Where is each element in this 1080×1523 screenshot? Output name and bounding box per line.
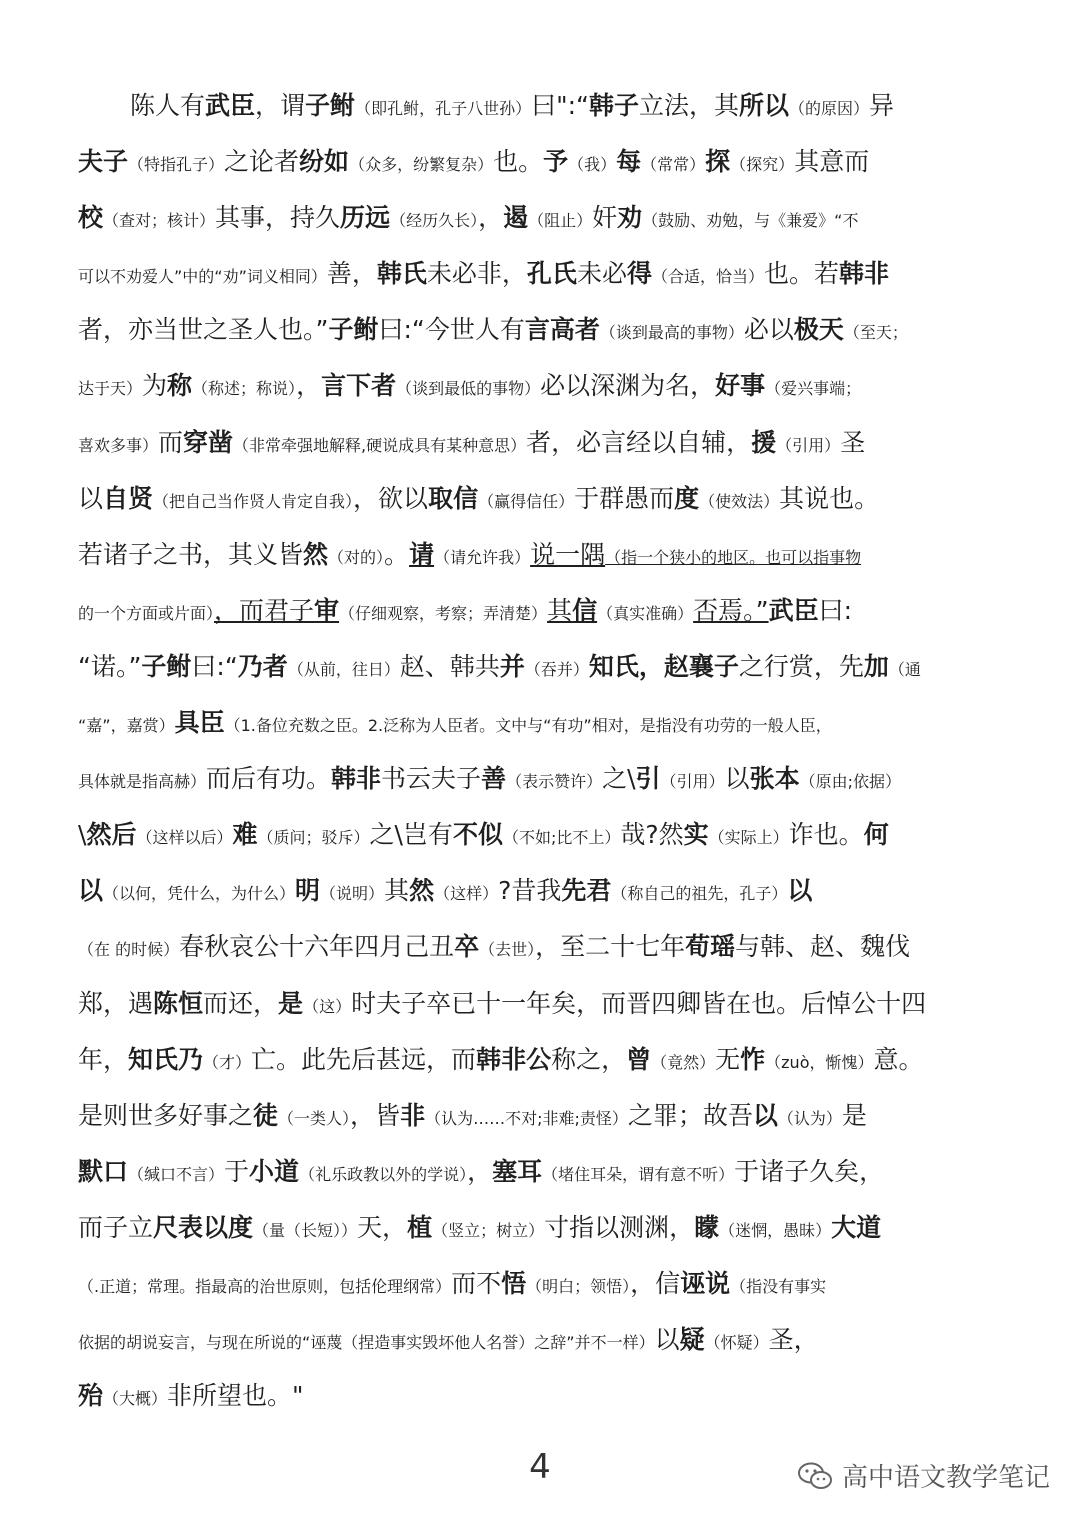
text-run: 若诸子之书，其义皆: [78, 539, 304, 569]
key-term: 然后: [86, 820, 137, 850]
annotation-note: （众多，纷繁复杂）: [349, 155, 494, 175]
annotation-note: （实际上）: [708, 828, 789, 848]
text-line: [78, 471, 1002, 527]
key-term: 塞耳: [492, 1156, 543, 1186]
key-term: 度: [674, 483, 700, 513]
annotation-note: （不如;比不上）: [502, 828, 621, 848]
text-run: 书云夫子: [381, 764, 482, 794]
text-run: 说一隅: [530, 539, 606, 569]
key-term: 审: [314, 595, 340, 625]
key-term: 自贤: [103, 483, 154, 513]
key-term: 称: [167, 371, 193, 401]
key-term: 韩氏: [376, 259, 427, 289]
key-term: 以: [78, 876, 104, 906]
annotation-note: （使效法）: [699, 491, 780, 511]
text-run: 诈也。: [788, 820, 864, 850]
key-term: 悟: [501, 1268, 527, 1298]
text-line: [78, 751, 1002, 807]
key-term: 所以: [738, 91, 789, 120]
key-term: 默口: [78, 1156, 129, 1186]
annotation-note: （特指孔子）: [128, 155, 225, 175]
annotation-note: （在 的时候）: [78, 940, 180, 960]
text-run: 奸: [592, 203, 618, 233]
text-line: [78, 1256, 1002, 1312]
text-line: [78, 1312, 1002, 1368]
key-term: 实: [683, 820, 709, 850]
text-line: [78, 527, 1002, 583]
annotation-note: 喜欢多事）: [78, 435, 159, 455]
annotation-note: （认为）: [777, 1108, 842, 1128]
text-line: [78, 863, 1002, 919]
annotation-note: （竟然）: [651, 1052, 716, 1072]
key-term: 子鲋: [328, 315, 379, 345]
text-run: ，: [467, 1156, 493, 1186]
text-run: 之罪；故吾: [627, 1100, 753, 1130]
key-term: 得: [626, 259, 652, 289]
key-term: 每: [616, 147, 642, 177]
key-term: 乃者: [237, 651, 288, 681]
text-run: 曰":“: [531, 91, 589, 120]
text-line: [78, 134, 1002, 190]
annotation-note: （竖立；树立）: [432, 1220, 545, 1240]
page-number: 4: [529, 1447, 551, 1487]
annotation-note: （礼乐政教以外的学说）: [299, 1164, 468, 1184]
key-term: 具臣: [174, 708, 225, 738]
key-term: 荀瑶: [685, 932, 736, 962]
text-run: 异: [869, 91, 895, 120]
text-run: 善，: [326, 259, 377, 289]
text-run: 曰:: [818, 595, 853, 625]
annotation-note: （常常）: [641, 155, 706, 175]
key-term: 极天: [793, 315, 844, 345]
annotation-note: （质问；驳斥）: [257, 828, 370, 848]
key-term: 然: [409, 876, 435, 906]
wechat-icon: [796, 1461, 834, 1491]
text-run: ，皆: [350, 1100, 401, 1130]
text-run: 而还，: [203, 988, 279, 1018]
key-term: 难: [232, 820, 258, 850]
text-run: 亡。此先后甚远，而: [251, 1044, 477, 1074]
text-line: [78, 1088, 1002, 1144]
text-run: 郑，遇: [78, 988, 154, 1018]
text-run: 而后有功。: [206, 764, 332, 794]
text-run: 于群愚而: [574, 483, 675, 513]
text-run: 曰:“: [191, 651, 238, 681]
text-run: 以: [724, 764, 750, 794]
text-run: ，: [478, 203, 504, 233]
text-run: 于诸子久矣，: [734, 1156, 885, 1186]
annotation-note: （合适，恰当）: [651, 267, 764, 287]
text-run: 其说也。: [779, 483, 880, 513]
key-term: 善: [481, 764, 507, 794]
text-run: 意。: [873, 1044, 924, 1074]
text-run: 春秋哀公十六年四月己丑: [179, 932, 455, 962]
annotation-note: （表示赞许）: [506, 772, 603, 792]
key-term: 张本: [749, 764, 800, 794]
key-term: 校: [78, 203, 104, 233]
key-term: 探: [705, 147, 731, 177]
key-term: 信: [572, 595, 598, 625]
key-term: 不似: [452, 820, 503, 850]
annotation-note: （缄口不言）: [128, 1164, 225, 1184]
text-run: \: [78, 820, 87, 850]
text-run: 者，必言经以自辅，: [526, 427, 752, 457]
text-run: ，而君子: [214, 595, 315, 625]
annotation-note: （即孔鲋，孔子八世孙）: [355, 99, 532, 118]
text-line: [78, 583, 1002, 639]
text-run: 是则世多好事之: [78, 1100, 254, 1130]
text-line: [78, 639, 1002, 695]
text-run: 寸指以测渊，: [544, 1212, 695, 1242]
annotation-note: （仔细观察，考察；弄清楚）: [339, 603, 548, 623]
text-line: [78, 302, 1002, 358]
annotation-note: （这）: [303, 996, 352, 1016]
key-term: 好事: [715, 371, 766, 401]
key-term: 夫子: [78, 147, 129, 177]
annotation-note: （迷惘，愚昧）: [719, 1220, 832, 1240]
text-run: “诺。”: [78, 651, 142, 681]
annotation-note: （把自己当作贤人肯定自我）: [153, 491, 354, 511]
annotation-note: （谈到最高的事物）: [599, 323, 744, 343]
annotation-note: （指一个狭小的地区。也可以指事物: [605, 547, 862, 567]
key-term: 穿凿: [183, 427, 234, 457]
key-term: 韩子: [588, 91, 639, 120]
text-run: ?昔我: [498, 876, 562, 906]
text-run: 也。: [493, 147, 544, 177]
text-run: 未必非，: [426, 259, 527, 289]
text-run: 天，: [357, 1212, 408, 1242]
key-term: 陈恒: [153, 988, 204, 1018]
watermark: [796, 1457, 1050, 1494]
text-line: [78, 246, 1002, 302]
key-term: 明: [295, 876, 321, 906]
text-run: 年，: [78, 1044, 129, 1074]
key-term: 言高者: [524, 315, 600, 345]
text-run: 与韩、赵、魏伐: [735, 932, 911, 962]
annotation-note: （指没有事实: [730, 1276, 827, 1296]
annotation-note: （才）: [203, 1052, 252, 1072]
key-term: 非: [400, 1100, 426, 1130]
text-run: 其事，持久: [215, 203, 341, 233]
annotation-note: （.正道；常理。指最高的治世原则，包括伦理纲常）: [78, 1276, 452, 1296]
text-run: 之\: [602, 764, 636, 794]
text-run: 立法，其: [638, 91, 739, 120]
text-run: 以: [654, 1325, 680, 1355]
annotation-note: 的一个方面或片面）: [78, 603, 215, 623]
text-run: 无: [715, 1044, 741, 1074]
annotation-note: （引用）: [660, 772, 725, 792]
text-line: [78, 1368, 1002, 1424]
annotation-note: （爱兴事端；: [765, 379, 862, 399]
text-run: 。: [384, 539, 410, 569]
key-term: 韩非: [331, 764, 382, 794]
annotation-note: “嘉”，嘉赏）: [78, 716, 175, 736]
key-term: 加: [863, 651, 889, 681]
key-term: 以: [752, 1100, 778, 1130]
text-run: 以: [78, 483, 104, 513]
annotation-note: （原由;依据）: [799, 772, 901, 792]
annotation-note: （说明）: [320, 884, 385, 904]
text-run: 未必: [576, 259, 627, 289]
text-run: 其: [384, 876, 410, 906]
text-line: [78, 415, 1002, 471]
text-run: 之行赏，先: [738, 651, 864, 681]
text-run: 陈人有: [130, 91, 206, 120]
key-term: 小道: [249, 1156, 300, 1186]
annotation-note: （通: [888, 659, 921, 679]
key-term: 引: [635, 764, 661, 794]
text-line: [78, 1200, 1002, 1256]
key-term: 疑: [679, 1325, 705, 1355]
key-term: 遏: [503, 203, 529, 233]
key-term: 纷如: [299, 147, 350, 177]
annotation-note: （去世）: [479, 940, 536, 960]
annotation-note: （至天；: [843, 323, 908, 343]
key-term: 以: [787, 876, 813, 906]
annotation-note: （从前，往日）: [287, 659, 400, 679]
text-run: ，: [296, 371, 322, 401]
annotation-note: （非常牵强地解释,硬说成具有某种意思）: [233, 435, 527, 455]
text-line: [78, 78, 1002, 134]
key-term: 徒: [253, 1100, 279, 1130]
text-line: [78, 695, 1002, 751]
key-term: 知氏，赵襄子: [588, 651, 739, 681]
text-run: 非所望也。": [167, 1381, 304, 1411]
key-term: 武臣: [205, 91, 256, 120]
text-run: 者，亦当世之圣人也。”: [78, 315, 329, 345]
key-term: 知氏乃: [128, 1044, 204, 1074]
key-term: 大道: [831, 1212, 882, 1242]
text-line: [78, 1144, 1002, 1200]
key-term: 卒: [454, 932, 480, 962]
annotation-note: （这样）: [434, 884, 499, 904]
annotation-note: （的原因）: [789, 99, 870, 118]
annotation-note: （赢得信任）: [478, 491, 575, 511]
annotation-note: （明白；领悟）: [526, 1276, 631, 1296]
text-run: ，信: [630, 1268, 681, 1298]
text-run: ，欲以: [353, 483, 429, 513]
key-term: 先君: [561, 876, 612, 906]
text-line: [78, 807, 1002, 863]
watermark-text: 高中语文教学笔记: [841, 1463, 1050, 1493]
annotation-note: （引用）: [776, 435, 841, 455]
key-term: 韩非公: [476, 1044, 552, 1074]
text-run: 圣: [840, 427, 866, 457]
annotation-note: （经历久长）: [390, 211, 479, 231]
key-term: 怍: [740, 1044, 766, 1074]
text-run: 而子立: [78, 1212, 154, 1242]
annotation-note: （请允许我）: [434, 547, 531, 567]
text-run: 圣，: [768, 1325, 819, 1355]
text-run: ，至二十七年: [535, 932, 686, 962]
text-run: 于: [224, 1156, 250, 1186]
annotation-note: （怀疑）: [704, 1333, 769, 1353]
annotation-note: （我）: [568, 155, 617, 175]
key-term: 曾: [626, 1044, 652, 1074]
key-term: 请: [409, 539, 435, 569]
text-run: 之\岂有: [369, 820, 453, 850]
annotation-note: （探究）: [730, 155, 795, 175]
annotation-note: 依据的胡说妄言，与现在所说的“诬蔑（捏造事实毁坏他人名誉）之辞”并不一样）: [78, 1333, 655, 1353]
annotation-note: （称自己的祖先，孔子）: [611, 884, 788, 904]
text-run: 称之，: [551, 1044, 627, 1074]
text-run: 哉?然: [620, 820, 684, 850]
annotation-note: （1.备位充数之臣。2.泛称为人臣者。文中与“有功”相对，是指没有功劳的一般人臣，: [224, 716, 832, 736]
text-run: 必以: [743, 315, 794, 345]
key-term: 是: [278, 988, 304, 1018]
key-term: 矇: [694, 1212, 720, 1242]
key-term: 韩非: [839, 259, 890, 289]
text-run: ，谓: [255, 91, 306, 120]
text-run: 也。若: [763, 259, 839, 289]
text-run: 必以深渊为名，: [540, 371, 716, 401]
text-line: [78, 919, 1002, 975]
text-run: 否焉。”: [693, 595, 769, 625]
annotation-note: （这样以后）: [136, 828, 233, 848]
annotation-note: 可以不劝爱人”中的“劝”词义相同）: [78, 267, 327, 287]
annotation-note: （真实准确）: [597, 603, 694, 623]
annotation-note: 具体就是指高赫）: [78, 772, 207, 792]
key-term: 殆: [78, 1381, 104, 1411]
key-term: 诬说: [680, 1268, 731, 1298]
text-line: [78, 976, 1002, 1032]
text-run: 赵、韩共: [399, 651, 500, 681]
annotation-note: （大概）: [103, 1389, 168, 1409]
text-run: 之论者: [224, 147, 300, 177]
text-run: 而不: [451, 1268, 502, 1298]
key-term: 子鲋: [305, 91, 356, 120]
key-term: 言下者: [321, 371, 397, 401]
annotation-note: （称述；称说）: [192, 379, 297, 399]
annotation-note: （谈到最低的事物）: [396, 379, 541, 399]
text-run: 曰:“今世人有: [378, 315, 525, 345]
annotation-note: （一类人）: [278, 1108, 351, 1128]
key-term: 并: [499, 651, 525, 681]
annotation-note: （认为……不对;非难;责怪）: [425, 1108, 628, 1128]
annotation-note: （阻止）: [528, 211, 593, 231]
document-body: [78, 78, 1002, 1424]
annotation-note: （量（长短））: [253, 1220, 358, 1240]
key-term: 劝: [617, 203, 643, 233]
key-term: 然: [303, 539, 329, 569]
key-term: 尺表以度: [153, 1212, 254, 1242]
annotation-note: （对的）: [328, 547, 385, 567]
key-term: 取信: [428, 483, 479, 513]
annotation-note: （鼓励、劝勉，与《兼爱》“不: [642, 211, 859, 231]
annotation-note: （查对；核计）: [103, 211, 216, 231]
key-term: 何: [863, 820, 889, 850]
key-term: 植: [407, 1212, 433, 1242]
key-term: 武臣: [768, 595, 819, 625]
text-line: [78, 358, 1002, 414]
text-line: [78, 190, 1002, 246]
text-run: 而: [158, 427, 184, 457]
annotation-note: （吞并）: [524, 659, 589, 679]
annotation-note: （zuò，惭愧）: [765, 1052, 874, 1072]
text-run: 其意而: [794, 147, 870, 177]
key-term: 子鲋: [141, 651, 192, 681]
key-term: 援: [751, 427, 777, 457]
text-run: 是: [841, 1100, 867, 1130]
key-term: 历远: [340, 203, 391, 233]
annotation-note: （以何，凭什么，为什么）: [103, 884, 296, 904]
text-run: 时夫子卒已十一年矣，而晋四卿皆在也。后悼公十四: [351, 988, 927, 1018]
key-term: 予: [543, 147, 569, 177]
key-term: 孔氏: [526, 259, 577, 289]
annotation-note: （堵住耳朵，谓有意不听）: [542, 1164, 735, 1184]
text-run: 为: [142, 371, 168, 401]
text-line: [78, 1032, 1002, 1088]
text-run: 其: [547, 595, 573, 625]
annotation-note: 达于天）: [78, 379, 143, 399]
